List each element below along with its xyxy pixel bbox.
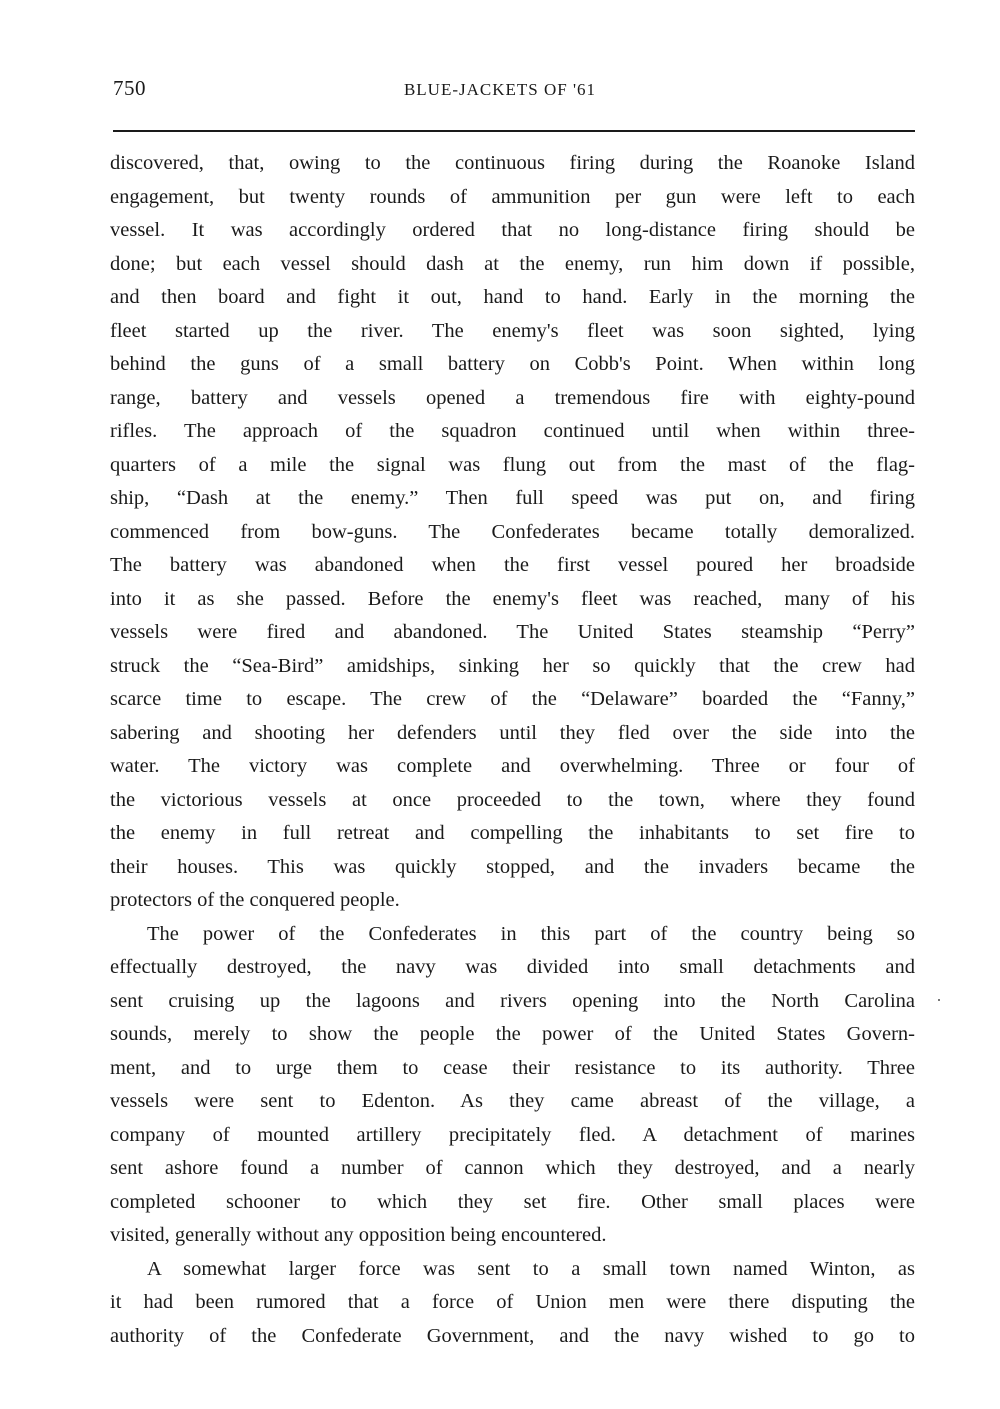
text-line: ship, “Dash at the enemy.” Then full speed was put on, and firing: [110, 487, 915, 509]
text-line: sent ashore found a number of cannon which they destroyed, and a nearly: [110, 1157, 915, 1179]
text-line: discovered, that, owing to the continuous firing during the Roanoke Island: [110, 152, 915, 174]
text-line: visited, generally without any opposition being encountered.: [110, 1224, 607, 1246]
text-line: water. The victory was complete and overwhelming. Three or four of: [110, 755, 915, 777]
text-line: quarters of a mile the signal was flung out from the mast of the flag-: [110, 453, 915, 476]
text-line: their houses. This was quickly stopped, and the invaders became the: [110, 855, 915, 878]
text-line: into it as she passed. Before the enemy's fleet was reached, many of his: [110, 587, 915, 610]
text-line: it had been rumored that a force of Union men were there disputing the: [110, 1291, 915, 1313]
text-line: company of mounted artillery precipitately fled. A detachment of marines: [110, 1123, 915, 1146]
text-line: and then board and fight it out, hand to hand. Early in the morning the: [110, 286, 915, 308]
paragraph-first-line: The power of the Confederates in this part of the country being so: [147, 922, 915, 945]
text-line: sabering and shooting her defenders until they fled over the side into the: [110, 721, 915, 744]
text-line: vessels were fired and abandoned. The United States steamship “Perry”: [110, 621, 915, 643]
running-title: BLUE-JACKETS OF '61: [403, 80, 597, 99]
text-line: authority of the Confederate Government, and the navy wished to go to: [110, 1324, 915, 1347]
page-number: 750: [113, 76, 146, 100]
text-line: protectors of the conquered people.: [110, 889, 400, 911]
text-line: engagement, but twenty rounds of ammunition per gun were left to each: [110, 185, 915, 208]
paragraph-first-line: A somewhat larger force was sent to a small town named Winton, as: [147, 1257, 915, 1280]
text-line: vessel. It was accordingly ordered that no long-distance firing should be: [110, 219, 915, 241]
text-line: struck the “Sea-Bird” amidships, sinking her so quickly that the crew had: [110, 654, 915, 677]
text-line: rifles. The approach of the squadron continued until when within three-: [110, 420, 915, 442]
text-line: scarce time to escape. The crew of the “Delaware” boarded the “Fanny,”: [110, 688, 915, 710]
text-line: effectually destroyed, the navy was divided into small detachments and: [110, 956, 915, 978]
text-line: the victorious vessels at once proceeded to the town, where they found: [110, 788, 915, 811]
text-line: fleet started up the river. The enemy's fleet was soon sighted, lying: [110, 319, 915, 342]
text-line: done; but each vessel should dash at the enemy, run him down if possible,: [110, 252, 915, 275]
text-line: commenced from bow-guns. The Confederates became totally demoralized.: [110, 520, 915, 543]
text-line: sounds, merely to show the people the power of the United States Govern-: [110, 1023, 915, 1045]
print-speck: [938, 999, 940, 1001]
text-line: ment, and to urge them to cease their resistance to its authority. Three: [110, 1056, 915, 1079]
text-line: behind the guns of a small battery on Cobb's Point. When within long: [110, 353, 915, 375]
text-line: completed schooner to which they set fire. Other small places were: [110, 1190, 915, 1213]
text-line: range, battery and vessels opened a tremendous fire with eighty-pound: [110, 386, 915, 409]
text-line: The battery was abandoned when the first vessel poured her broadside: [110, 554, 915, 576]
text-line: sent cruising up the lagoons and rivers opening into the North Carolina: [110, 989, 915, 1012]
text-line: the enemy in full retreat and compelling the inhabitants to set fire to: [110, 822, 915, 844]
body-text: [110, 147, 915, 1353]
header-rule: [113, 130, 915, 132]
text-line: vessels were sent to Edenton. As they came abreast of the village, a: [110, 1090, 915, 1112]
